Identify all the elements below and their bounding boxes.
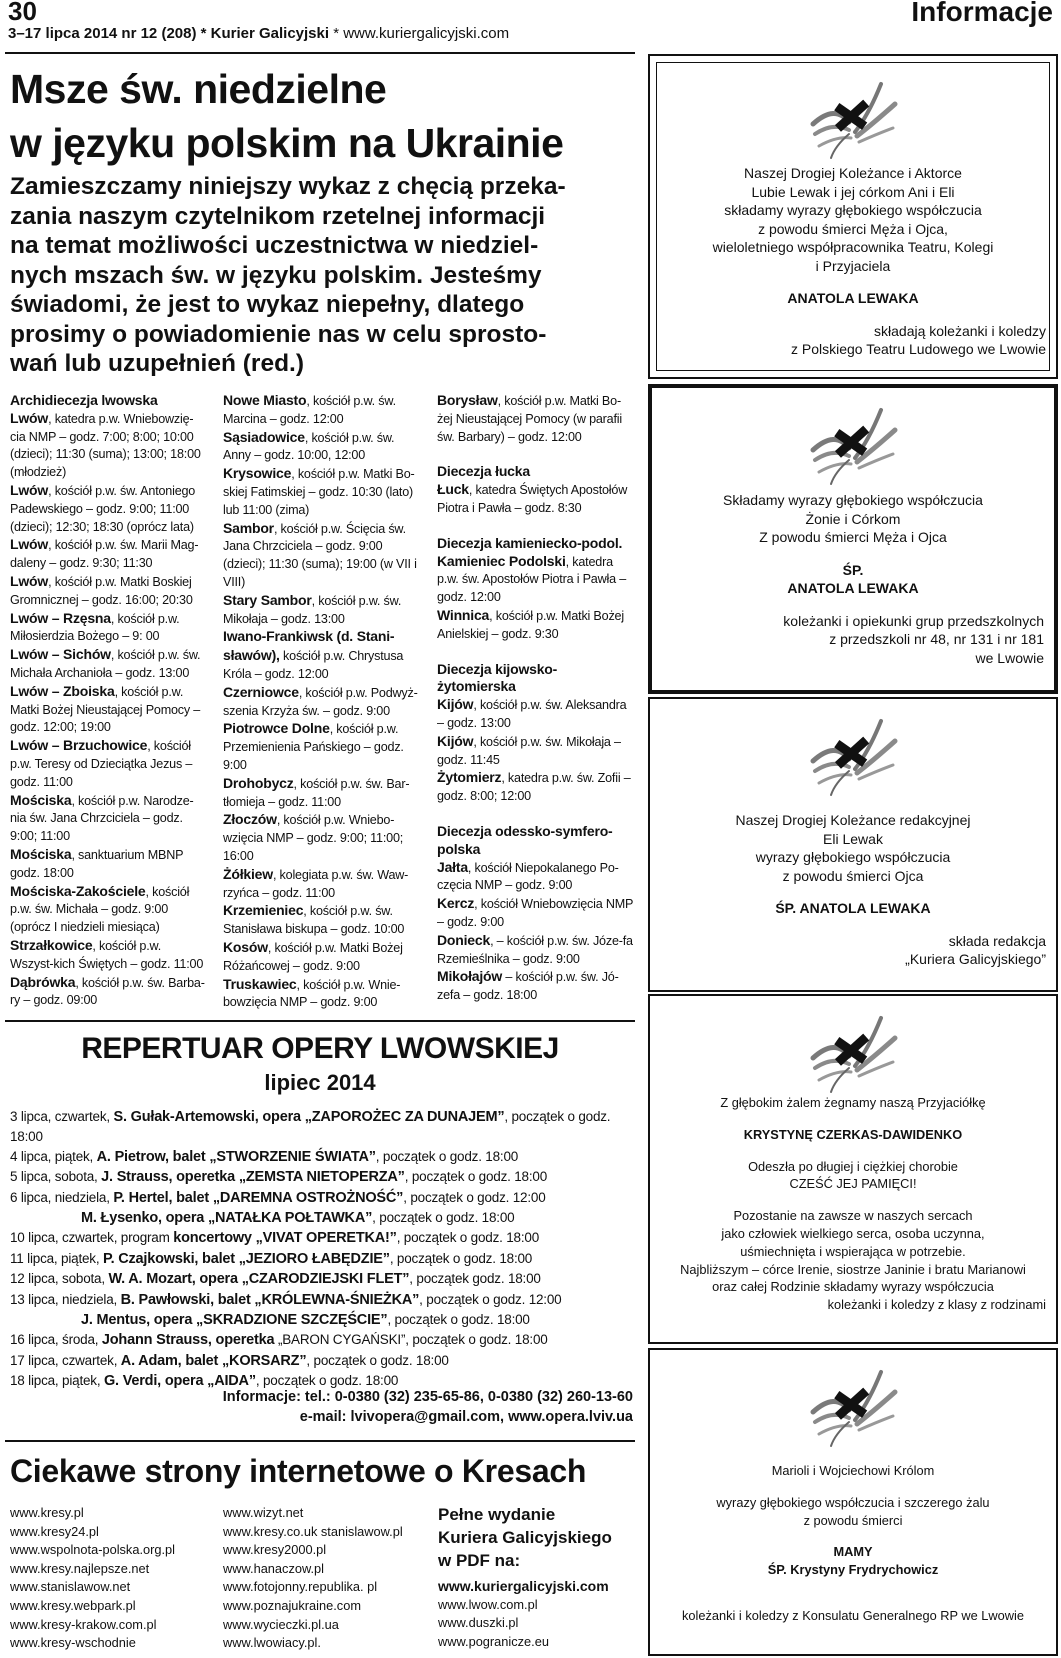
kresy-link[interactable]: www.kresy24.pl: [10, 1523, 99, 1539]
kresy-divider: [5, 1440, 635, 1442]
mass-place: Drohobycz: [223, 774, 294, 791]
mass-details: , kościół p.w. Matki Bożej Anielskiej – godz. 9:30: [437, 608, 624, 641]
opera-work: W. A. Mozart, opera „CZARODZIEJSKI FLET”: [108, 1271, 410, 1288]
obituary-signature: z przedszkoli nr 48, nr 131 i nr 181: [829, 631, 1044, 647]
obituary-box-5: [648, 1348, 1058, 1656]
kresy-links-col2: [223, 1504, 433, 1653]
mass-entry: [223, 684, 420, 721]
mass-details: , kościół p.w. Wszyst-kich Świętych – godz. 11:00: [10, 938, 204, 971]
opera-row: [10, 1107, 640, 1147]
spacer: [650, 1193, 1056, 1207]
kresy-link[interactable]: www.wizyt.net: [223, 1505, 304, 1520]
opera-work: A. Pietrow, balet „STWORZENIE ŚWIATA”: [96, 1148, 376, 1165]
mass-details: , kościół p.w. Matki Bożej Nieustającej Pomocy – godz. 12:00; 19:00: [10, 684, 201, 735]
diocese-heading: Diecezja łucka: [437, 463, 530, 480]
opera-work: P. Czajkowski, balet „JEZIORO ŁABĘDZIE”: [102, 1250, 390, 1267]
mass-place: Sąsiadowice: [223, 428, 305, 445]
issue-line: [8, 25, 509, 42]
obituary-line: Z głębokim żalem żegnamy naszą Przyjaciółkę: [720, 1095, 986, 1110]
mass-entry: [223, 465, 420, 519]
mass-place: Kijów: [437, 732, 474, 749]
mass-entry: [223, 520, 420, 592]
mass-place: Sambor: [223, 519, 274, 536]
issue-info: 3–17 lipca 2014 nr 12 (208) * Kurier Galicyjski: [8, 25, 330, 42]
obituary-signature: składa redakcja: [948, 932, 1046, 949]
opera-time: , początek o godz. 18:00: [255, 1373, 399, 1389]
obituary-line: wieloletniego współpracownika Teatru, Kolegi: [712, 239, 994, 255]
spacer: [650, 1144, 1056, 1158]
opera-date: [10, 1312, 81, 1327]
mass-entry: [223, 866, 420, 903]
diocese-heading: Archidiecezja lwowska: [10, 392, 158, 408]
opera-row: [10, 1208, 640, 1228]
obituary-signature: z Polskiego Teatru Ludowego we Lwowie: [790, 341, 1046, 357]
mass-place: Kamieniec Podolski: [437, 552, 566, 569]
obituary-line: Z powodu śmierci Męża i Ojca: [759, 529, 947, 545]
mass-details: , kościół p.w. Wniebo-wzięcia NMP – godz. 9:00; 11:00; 16:00: [223, 813, 404, 863]
opera-time: , początek o godz. 18:00: [387, 1312, 530, 1328]
pdf-links: [438, 1577, 609, 1651]
opera-work: A. Adam, balet „KORSARZ”: [120, 1352, 307, 1369]
issue-url: * www.kuriergalicyjski.com: [329, 25, 510, 42]
opera-time: , początek godz. 18:00: [409, 1271, 541, 1287]
opera-time: , początek o godz. 12:00: [403, 1189, 546, 1205]
obituary-signature: koleżanki i koledzy z Konsulatu Generalnego RP we Lwowie: [682, 1607, 1024, 1623]
kresy-link[interactable]: www.kresy.pl: [10, 1505, 84, 1520]
obituary-line: Składamy wyrazy głębokiego współczucia: [723, 492, 983, 508]
mass-details: , kościół p.w. Teresy od Dzieciątka Jezus – godz. 11:00: [10, 739, 193, 789]
opera-date: 12 lipca, sobota,: [10, 1271, 109, 1287]
obituary-box-1: [648, 54, 1058, 379]
mass-place: Nowe Miasto: [223, 392, 307, 408]
cross-feather-icon: [805, 1008, 901, 1094]
mass-entry: [223, 976, 420, 1013]
opera-date: 5 lipca, sobota,: [10, 1169, 102, 1185]
obituary-line: Eli Lewak: [823, 830, 883, 847]
obituary-box-3: [648, 697, 1058, 992]
opera-time: , początek o godz. 18:00: [404, 1169, 548, 1185]
opera-row: [10, 1167, 640, 1187]
mass-details: , kościół p.w. św. Anny – godz. 10:00, 12:00: [223, 430, 395, 463]
opera-contact: [223, 1387, 633, 1427]
mass-details: , katedra p.w. Wniebowzię-cia NMP – godz. 7:00; 8:00; 10:00 (dzieci); 11:30 (suma); 13:00; 18:00 (młodzież): [10, 411, 201, 480]
obituary-name: MAMY: [833, 1544, 873, 1560]
kresy-link[interactable]: www.fotojonny.republika. pl: [223, 1579, 378, 1595]
obituary-line: Odeszła po długiej i ciężkiej chorobie: [748, 1158, 958, 1174]
mass-place: Lwów: [10, 481, 49, 498]
mass-entry: [437, 769, 635, 806]
mass-details: , katedra p.w. św. Apostołów Piotra i Pawła – godz. 12:00: [437, 554, 627, 605]
mass-details: – kościół p.w. św. Jó-zefa – godz. 18:00: [437, 970, 619, 1003]
mass-entry: [437, 696, 635, 733]
mass-details: , kościół p.w. Podwyż-szenia Krzyża św. – godz. 9:00: [223, 685, 418, 718]
pdf-link[interactable]: www.lwow.com.pl: [438, 1596, 538, 1612]
opera-work: koncertowy „VIVAT OPERETKA!”: [173, 1230, 397, 1247]
mass-details: , kościół p.w. Narodze-nia św. Jana Chrzciciela – godz. 9:00; 11:00: [10, 793, 194, 844]
spacer: [650, 885, 1056, 899]
mass-entry: [223, 811, 420, 865]
mass-entry: [437, 859, 635, 896]
obituary-line: Najbliższym – córce Irenie, siostrze Janinie i bratu Marianowi: [680, 1261, 1026, 1277]
mass-place: Krzemieniec: [223, 902, 304, 919]
cross-feather-icon: [805, 400, 901, 486]
mass-entry: [223, 939, 420, 976]
opera-row: [10, 1290, 640, 1310]
mass-place: Lwów – Brzuchowice: [10, 737, 148, 754]
mass-details: , – kościół p.w. św. Józe-fa Rzemieślnika – godz. 9:00: [437, 933, 633, 966]
opera-row: [10, 1147, 640, 1167]
opera-time: , początek o godz. 18:00: [375, 1148, 519, 1164]
mass-place: Donieck: [437, 931, 491, 948]
spacer: [650, 308, 1056, 322]
obituary-line: wyrazy głębokiego współczucia i szczerego żalu: [716, 1494, 990, 1510]
opera-work: G. Verdi, opera „AIDA”: [103, 1373, 256, 1390]
mass-entry: [437, 607, 635, 644]
mass-place: Mościska: [10, 791, 72, 808]
lead-line: Zamieszczamy niniejszy wykaz z chęcią przeka-: [10, 173, 566, 200]
opera-row: [10, 1269, 640, 1289]
lead-line: nych mszach św. w języku polskim. Jesteśmy: [10, 261, 542, 289]
obituary-signature: we Lwowie: [975, 649, 1044, 666]
obituary-line: Żonie i Córkom: [805, 510, 901, 527]
mass-details: , kościół p.w. Matki Bo-żej Nieustającej Pomocy (w parafii św. Barbary) – godz. 12:00: [437, 394, 622, 444]
opera-date: 18 lipca, piątek,: [10, 1373, 104, 1389]
opera-time: , początek o godz. 18:00: [389, 1250, 533, 1266]
opera-date: 3 lipca, czwartek,: [10, 1109, 114, 1124]
mass-details: , kościół p.w. św. Bar-tłomieja – godz. 11:00: [223, 776, 410, 809]
mass-place: Lwów – Rzęsna: [10, 609, 111, 626]
mass-details: , kościół p.w. św. Marii Mag-daleny – godz. 9:30; 11:30: [10, 538, 199, 571]
obituary-line: oraz całej Rodzinie składamy wyrazy współczucia: [712, 1279, 994, 1295]
kresy-title: Ciekawe strony internetowe o Kresach: [10, 1453, 587, 1489]
mass-entry: [437, 553, 635, 607]
mass-place: Kercz: [437, 895, 475, 912]
mass-place: Żytomierz: [437, 769, 502, 786]
mass-place: Krysowice: [223, 465, 292, 482]
obituary-text-1: [650, 164, 1056, 359]
mass-details: , kościół Wniebowzięcia NMP – godz. 9:00: [437, 897, 633, 929]
mass-details: , kościół p.w. Wnie-bowzięcia NMP – godz. 9:00: [223, 977, 401, 1010]
opera-subtitle: lipiec 2014: [264, 1070, 376, 1095]
mass-details: , katedra p.w. św. Zofii – godz. 8:00; 12:00: [437, 771, 631, 804]
mass-entry: [437, 968, 635, 1005]
mass-entry: [437, 895, 635, 932]
obituary-line: składamy wyrazy głębokiego współczucia: [724, 202, 982, 218]
opera-row: [10, 1310, 640, 1330]
mass-details: , sanktuarium MBNP godz. 18:00: [10, 847, 184, 880]
opera-date: 11 lipca, piątek,: [10, 1250, 103, 1266]
opera-row: [10, 1228, 640, 1248]
mass-entry: [437, 392, 635, 446]
diocese-heading: Diecezja kamieniecko-podol.: [437, 534, 623, 551]
mass-entry: [10, 482, 207, 536]
opera-work: Johann Strauss, operetka: [101, 1332, 275, 1349]
mass-details: , kościół p.w. św. Michała Archanioła – godz. 13:00: [10, 648, 201, 680]
pdf-heading-line: w PDF na:: [438, 1551, 521, 1570]
obituary-line: Naszej Drogiej Koleżance i Aktorce: [744, 165, 962, 181]
opera-schedule: [10, 1107, 640, 1392]
mass-details: , kościół p.w. Przemienienia Pańskiego – godz. 9:00: [223, 722, 404, 772]
pdf-link[interactable]: www.pogranicze.eu: [438, 1633, 549, 1649]
mass-details: , kościół p.w. Matki Boskiej Gromnicznej – godz. 16:00; 20:30: [10, 574, 193, 607]
mass-place: Czerniowce: [223, 683, 299, 700]
obituary-line: z powodu śmierci Ojca: [782, 867, 924, 884]
lead-line: prosimy o powiadomienie nas w celu sprosto-: [10, 320, 547, 348]
lead-line: zania naszym czytelnikom rzetelnej informacji: [10, 202, 546, 230]
opera-time: , początek o godz. 18:00: [306, 1352, 449, 1368]
obituary-line: i Przyjaciela: [815, 257, 891, 274]
kresy-link[interactable]: www.lwowiacy.pl.: [223, 1635, 321, 1651]
kresy-link[interactable]: www.kresy.najlepsze.net: [10, 1560, 150, 1576]
mass-details: , kościół p.w. św. Mikołaja – godz. 11:45: [437, 734, 621, 767]
obituary-line: Lubie Lewak i jej córkom Ani i Eli: [751, 183, 955, 200]
pdf-link-list: [438, 1596, 609, 1652]
mass-place: Truskawiec: [223, 975, 297, 992]
mass-details: , katedra Świętych Apostołów Piotra i Pawła – godz. 8:30: [437, 483, 628, 515]
opera-divider: [5, 1020, 635, 1022]
pdf-heading: [438, 1503, 612, 1572]
mass-entry: [437, 733, 635, 770]
obituary-line: jako człowiek wielkiego serca, osoba uczynna,: [721, 1225, 985, 1241]
mass-entry: [223, 902, 420, 939]
mass-entry: [437, 932, 635, 969]
mass-entry: [10, 937, 207, 974]
opera-date: 13 lipca, niedziela,: [10, 1291, 121, 1307]
opera-contact-email: e-mail: lvivopera@gmail.com, www.opera.lviv.ua: [299, 1409, 633, 1425]
mass-details: kościół p.w. Chrystusa Króla – godz. 12:00: [223, 649, 404, 681]
obituary-text-5: [650, 1462, 1056, 1625]
mass-place: Lwów: [10, 572, 49, 589]
opera-row: [10, 1249, 640, 1269]
mass-entry: [10, 846, 207, 883]
mass-place: Kijów: [437, 696, 474, 713]
opera-contact-phone: Informacje: tel.: 0-0380 (32) 235-65-86, 0-0380 (32) 260-13-60: [222, 1389, 633, 1405]
opera-work: J. Mentus, opera „SKRADZIONE SZCZĘŚCIE”: [81, 1312, 388, 1329]
opera-date: 17 lipca, czwartek,: [10, 1352, 121, 1368]
obituary-line: Marioli i Wojciechowi Królom: [771, 1463, 935, 1478]
spacer: [652, 598, 1054, 612]
opera-row: [10, 1330, 640, 1350]
obituary-signature: koleżanki i opiekunki grup przedszkolnych: [783, 612, 1044, 629]
spacer: [650, 1579, 1056, 1607]
mass-place: Złoczów: [223, 811, 277, 828]
mass-details: , kościół p.w. św. Aleksandra – godz. 13:00: [437, 698, 627, 730]
page-number: 30: [8, 0, 37, 26]
cross-feather-icon: [805, 74, 901, 160]
spacer: [650, 275, 1056, 289]
mass-entry: [223, 592, 420, 629]
mass-details: , kolegiata p.w. św. Waw-rzyńca – godz. 11:00: [223, 867, 409, 900]
mass-place: Żółkiew: [223, 865, 273, 882]
mass-place: Lwów – Zboiska: [10, 682, 115, 699]
mass-entry: [10, 536, 207, 573]
kresy-link[interactable]: www.wycieczki.pl.ua: [223, 1616, 339, 1632]
kresy-link[interactable]: www.hanaczow.pl: [223, 1560, 325, 1576]
obituary-line: CZEŚĆ JEJ PAMIĘCI!: [789, 1176, 917, 1192]
mass-details: , kościół p.w. św. Mikołaja – godz. 13:00: [223, 593, 402, 626]
spacer: [437, 446, 635, 463]
mass-details: , kościół p.w. Ścięcia św. Jana Chrzciciela – godz. 9:00 (dzieci); 11:30 (suma); 19:00 (w VII i VIII): [223, 521, 417, 589]
mass-details: , kościół p.w. św. Stanisława biskupa – godz. 10:00: [223, 904, 405, 937]
mass-entry: [437, 481, 635, 518]
kresy-link[interactable]: www.kresy2000.pl: [223, 1542, 327, 1558]
mass-place: Strzałkowice: [10, 936, 93, 953]
mass-details: , kościół p.w. św. Barba-ry – godz. 09:00: [10, 975, 205, 1008]
cross-feather-icon: [805, 711, 901, 797]
cross-feather-icon: [805, 1362, 901, 1448]
lead-line: świadomi, że jest to wykaz niepełny, dlatego: [10, 291, 525, 318]
obituary-line: uśmiechnięta i wspierająca w potrzebie.: [740, 1243, 966, 1259]
opera-work: S. Gułak-Artemowski, opera „ZAPOROŻEC ZA DUNAJEM”: [113, 1109, 505, 1125]
masses-title-line1: Msze św. niedzielne: [10, 66, 387, 112]
pdf-main-link[interactable]: www.kuriergalicyjski.com: [438, 1578, 609, 1594]
mass-entry: [10, 683, 207, 737]
kresy-link[interactable]: www.kresy.webpark.pl: [10, 1597, 136, 1613]
spacer: [650, 1529, 1056, 1543]
mass-details: , kościół Niepokalanego Po-częcia NMP – godz. 9:00: [437, 860, 619, 893]
mass-place: Łuck: [437, 481, 469, 498]
mass-place: Dąbrówka: [10, 973, 76, 990]
mass-entry: [10, 974, 207, 1011]
opera-time: , początek o godz. 18:00: [372, 1210, 515, 1226]
pdf-heading-line: Kuriera Galicyjskiego: [438, 1528, 612, 1547]
mass-place: Lwów – Sichów: [10, 646, 111, 663]
obituary-name: KRYSTYNĘ CZERKAS-DAWIDENKO: [743, 1126, 963, 1142]
mass-place: Mościska-Zakościele: [10, 882, 146, 899]
diocese-heading: Diecezja kijowsko-żytomierska: [437, 660, 558, 695]
mass-entry: [223, 628, 420, 683]
obituary-name: ŚP.: [842, 561, 864, 578]
opera-row: [10, 1188, 640, 1208]
kresy-link[interactable]: www.kresy-wschodnie: [10, 1635, 136, 1651]
obituary-box-2: [648, 384, 1058, 694]
opera-date: 16 lipca, środa,: [10, 1332, 102, 1348]
masses-column-3: [437, 392, 635, 1005]
opera-title: REPERTUAR OPERY LWOWSKIEJ: [81, 1032, 559, 1065]
opera-date: 10 lipca, czwartek, program: [10, 1230, 174, 1246]
obituary-text-4: [650, 1094, 1056, 1314]
obituary-signature: składają koleżanki i koledzy: [874, 322, 1046, 339]
mass-place: Iwano-Frankiwsk (d. Stani-sławów),: [223, 628, 395, 664]
masses-title-line2: w języku polskim na Ukrainie: [10, 120, 564, 166]
spacer: [650, 1480, 1056, 1494]
mass-details: , kościół p.w. Matki Bo-skiej Fatimskiej – godz. 10:30 (lato) lub 11:00 (zima): [223, 467, 415, 517]
spacer: [652, 547, 1054, 561]
obituary-line: wyrazy głębokiego współczucia: [755, 849, 951, 865]
opera-work: M. Łysenko, opera „NATAŁKA POŁTAWKA”: [81, 1210, 373, 1227]
mass-place: Mikołajów: [437, 968, 503, 985]
mass-entry: [223, 775, 420, 812]
opera-row: [10, 1351, 640, 1371]
opera-time: , początek o godz. 18:00: [10, 1109, 611, 1145]
obituary-signature: koleżanki i koledzy z klasy z rodzinami: [827, 1297, 1046, 1313]
kresy-links-col1: [10, 1504, 210, 1653]
mass-entry: [10, 737, 207, 791]
obituary-line: z powodu śmierci Męża i Ojca,: [758, 220, 948, 237]
kresy-link[interactable]: www.wspolnota-polska.org.pl: [10, 1542, 176, 1558]
opera-work: B. Pawłowski, balet „KRÓLEWNA-ŚNIEŻKA”: [120, 1291, 420, 1308]
spacer: [437, 644, 635, 661]
obituary-text-2: [652, 491, 1054, 667]
mass-place: Lwów: [10, 409, 49, 426]
spacer: [650, 1112, 1056, 1126]
mass-details: , kościół p.w. Matki Bożej Różańcowej – godz. 9:00: [223, 940, 403, 973]
mass-details: , kościół p.w. Miłosierdzia Bożego – 9: 00: [10, 611, 180, 644]
spacer: [437, 518, 635, 535]
mass-entry: [223, 720, 420, 774]
opera-date: 6 lipca, niedziela,: [10, 1189, 114, 1205]
kresy-link[interactable]: www.poznajukraine.com: [223, 1597, 361, 1613]
opera-date: 4 lipca, piątek,: [10, 1148, 97, 1164]
lead-line: na temat możliwości uczestnictwa w niedziel-: [10, 232, 539, 259]
mass-details: , kościół p.w. św. Michała – godz. 9:00 (oprócz I niedzieli miesiąca): [10, 884, 190, 935]
kresy-link[interactable]: www.stanislawow.net: [10, 1579, 131, 1595]
opera-work: P. Hertel, balet „DAREMNA OSTROŻNOŚĆ”: [113, 1189, 404, 1206]
mass-place: Borysław: [437, 392, 498, 408]
opera-time: , początek o godz. 18:00: [396, 1230, 540, 1246]
mass-entry: [10, 573, 207, 610]
diocese-heading: Diecezja odessko-symfero-polska: [437, 822, 613, 857]
obituary-signature: „Kuriera Galicyjskiego”: [905, 951, 1046, 967]
mass-place: Stary Sambor: [223, 591, 312, 608]
obituary-line: Pozostanie na zawsze w naszych sercach: [733, 1208, 973, 1224]
pdf-heading-line: Pełne wydanie: [438, 1505, 556, 1524]
opera-work: J. Strauss, operetka „ZEMSTA NIETOPERZA”: [101, 1169, 405, 1186]
mass-entry: [223, 392, 420, 429]
section-title: Informacje: [911, 0, 1053, 27]
mass-place: Piotrowce Dolne: [223, 720, 330, 737]
masses-column-1: [10, 392, 207, 1010]
mass-place: Mościska: [10, 845, 72, 862]
masses-column-2: [223, 392, 420, 1012]
pdf-link[interactable]: www.duszki.pl: [438, 1615, 519, 1631]
obituary-text-3: [650, 811, 1056, 969]
masses-title: [10, 62, 630, 170]
lead-line: wań lub uzupełnień (red.): [10, 350, 304, 377]
mass-place: Jałta: [437, 858, 468, 875]
mass-place: Winnica: [437, 606, 490, 623]
obituary-box-4: [648, 994, 1058, 1344]
mass-entry: [10, 646, 207, 683]
obituary-name: ŚP. ANATOLA LEWAKA: [775, 900, 931, 916]
mass-entry: [223, 429, 420, 466]
opera-time: , początek o godz. 12:00: [419, 1291, 562, 1307]
kresy-link[interactable]: www.kresy.co.uk stanislawow.pl: [223, 1523, 403, 1539]
opera-date: [10, 1210, 81, 1225]
mass-entry: [10, 792, 207, 846]
obituary-line: z powodu śmierci: [803, 1512, 903, 1528]
obituary-name: ŚP. Krystyny Frydrychowicz: [767, 1562, 939, 1578]
opera-time: „BARON CYGAŃSKI”, początek o godz. 18:00: [274, 1332, 548, 1348]
obituary-name: ANATOLA LEWAKA: [787, 290, 919, 306]
mass-place: Kosów: [223, 938, 268, 955]
mass-details: , kościół p.w. św. Antoniego Padewskiego – godz. 9:00; 11:00 (dzieci); 12:30; 18:30 (oprócz lata): [10, 483, 196, 534]
obituary-line: Naszej Drogiej Koleżance redakcyjnej: [735, 812, 971, 828]
masses-lead: [10, 172, 635, 379]
obituary-name: ANATOLA LEWAKA: [787, 580, 919, 596]
mass-entry: [10, 410, 207, 482]
mass-entry: [10, 610, 207, 647]
mass-place: Lwów: [10, 536, 49, 553]
spacer: [650, 918, 1056, 932]
mass-details: , kościół p.w. św. Marcina – godz. 12:00: [223, 394, 396, 426]
header-divider: [5, 52, 635, 54]
spacer: [437, 806, 635, 823]
kresy-link[interactable]: www.kresy-krakow.com.pl: [10, 1616, 157, 1632]
mass-entry: [10, 883, 207, 937]
